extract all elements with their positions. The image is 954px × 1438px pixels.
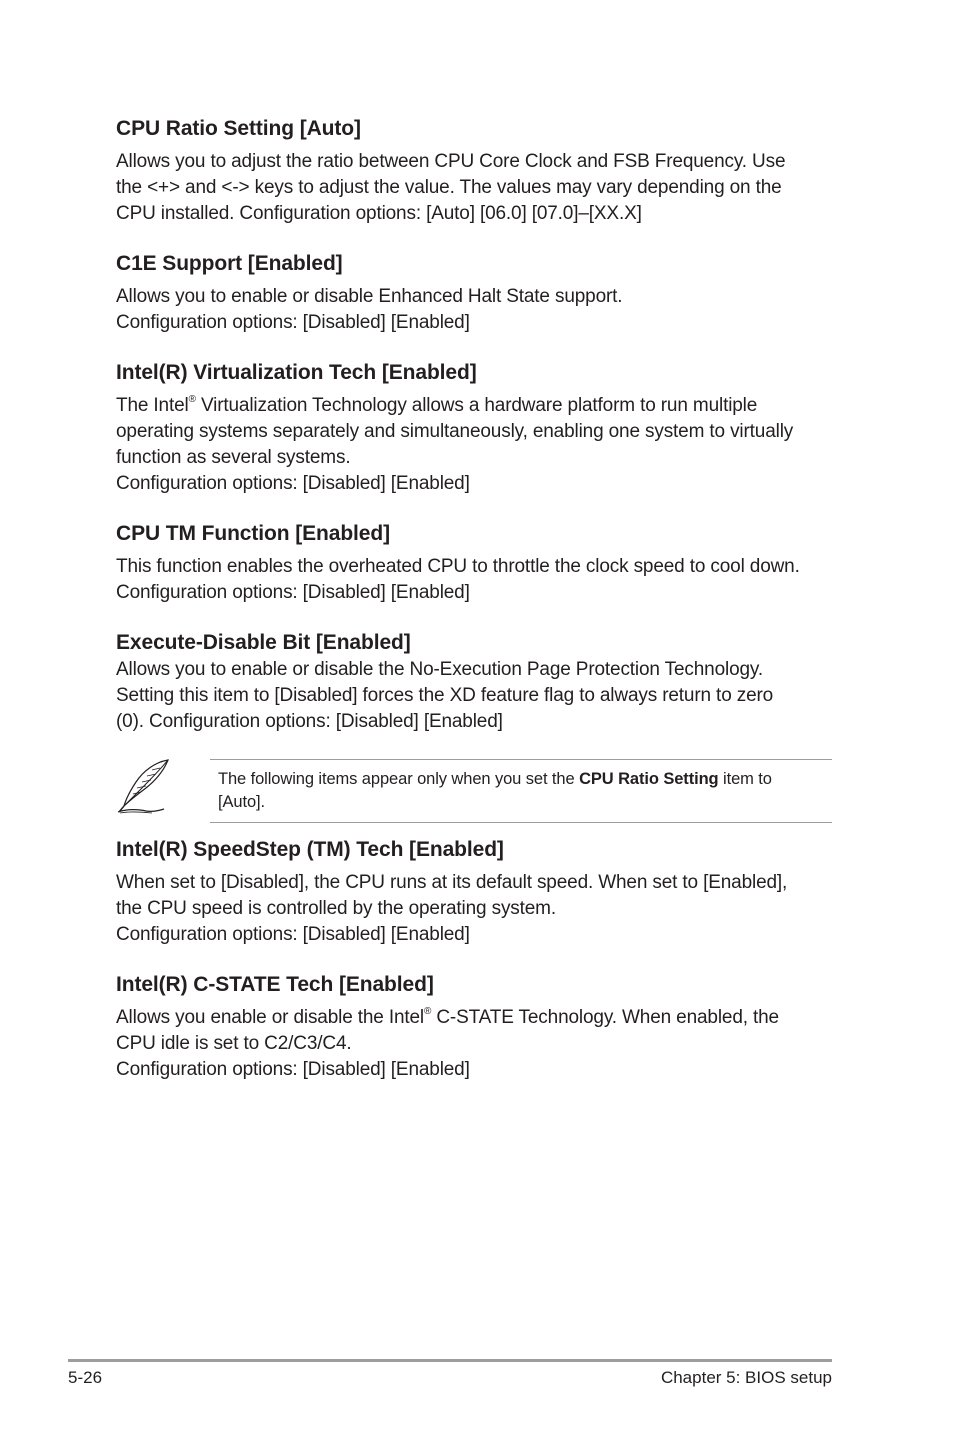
text-run: The following items appear only when you set the xyxy=(218,770,580,788)
document-body-continued xyxy=(116,837,832,1083)
section-c1e-support xyxy=(116,251,832,336)
section-execute-disable-bit xyxy=(116,630,832,735)
text-run: item to xyxy=(718,770,772,788)
feather-pen-icon xyxy=(116,758,172,814)
document-body xyxy=(116,116,832,735)
section-cpu-ratio-setting xyxy=(116,116,832,227)
section-speedstep-tech xyxy=(116,837,832,948)
paragraph-line: Allows you to adjust the ratio between CPU Core Clock and FSB Frequency. Use xyxy=(116,151,786,172)
note-box xyxy=(116,758,832,824)
footer-rule xyxy=(68,1359,832,1362)
chapter-title: Chapter 5: BIOS setup xyxy=(660,1368,832,1387)
section-c-state-tech xyxy=(116,972,832,1083)
paragraph-line xyxy=(116,1005,832,1031)
bold-term: CPU Ratio Setting xyxy=(579,770,719,788)
paragraph-line: CPU installed. Configuration options: [Auto] [06.0] [07.0]–[XX.X] xyxy=(116,203,642,224)
paragraph-line: Configuration options: [Disabled] [Enabled] xyxy=(116,473,470,494)
page-number: 5-26 xyxy=(68,1368,103,1387)
section-title: Intel(R) Virtualization Tech [Enabled] xyxy=(116,361,477,384)
registered-mark: ® xyxy=(424,1005,432,1017)
section-title: Execute-Disable Bit [Enabled] xyxy=(116,631,411,654)
text-run: Virtualization Technology allows a hardware platform to run multiple xyxy=(195,395,758,416)
paragraph-line: Setting this item to [Disabled] forces the XD feature flag to always return to zero xyxy=(116,685,774,706)
note-top-rule xyxy=(210,759,832,760)
paragraph-line: Allows you to enable or disable the No-Execution Page Protection Technology. xyxy=(116,659,763,680)
paragraph-line: operating systems separately and simultaneously, enabling one system to virtually xyxy=(116,421,794,442)
note-bottom-rule xyxy=(210,822,832,823)
section-title: C1E Support [Enabled] xyxy=(116,252,343,275)
section-title: Intel(R) SpeedStep (TM) Tech [Enabled] xyxy=(116,838,504,861)
text-run: [Auto]. xyxy=(218,793,265,811)
registered-mark: ® xyxy=(188,393,196,405)
text-run: The Intel xyxy=(116,395,189,416)
paragraph-line: When set to [Disabled], the CPU runs at its default speed. When set to [Enabled], xyxy=(116,872,788,893)
section-title: Intel(R) C-STATE Tech [Enabled] xyxy=(116,973,434,996)
section-title: CPU Ratio Setting [Auto] xyxy=(116,117,361,140)
paragraph-line: the <+> and <-> keys to adjust the value. The values may vary depending on the xyxy=(116,177,782,198)
paragraph-line: (0). Configuration options: [Disabled] [Enabled] xyxy=(116,711,503,732)
paragraph-line: Configuration options: [Disabled] [Enabled] xyxy=(116,1059,470,1080)
paragraph-line: This function enables the overheated CPU to throttle the clock speed to cool down. xyxy=(116,556,800,577)
paragraph-line: function as several systems. xyxy=(116,447,351,468)
text-run: Allows you enable or disable the Intel xyxy=(116,1007,424,1028)
text-run: C-STATE Technology. When enabled, the xyxy=(431,1007,779,1028)
section-title: CPU TM Function [Enabled] xyxy=(116,522,390,545)
paragraph-line: CPU idle is set to C2/C3/C4. xyxy=(116,1033,352,1054)
paragraph-line: Allows you to enable or disable Enhanced Halt State support. xyxy=(116,286,623,307)
paragraph-line xyxy=(116,393,832,419)
paragraph-line: Configuration options: [Disabled] [Enabled] xyxy=(116,582,470,603)
paragraph-line: Configuration options: [Disabled] [Enabled] xyxy=(116,312,470,333)
note-text xyxy=(218,768,818,814)
paragraph-line: Configuration options: [Disabled] [Enabled] xyxy=(116,924,470,945)
section-virtualization-tech xyxy=(116,360,832,497)
paragraph-line: the CPU speed is controlled by the operating system. xyxy=(116,898,556,919)
section-cpu-tm-function xyxy=(116,521,832,606)
